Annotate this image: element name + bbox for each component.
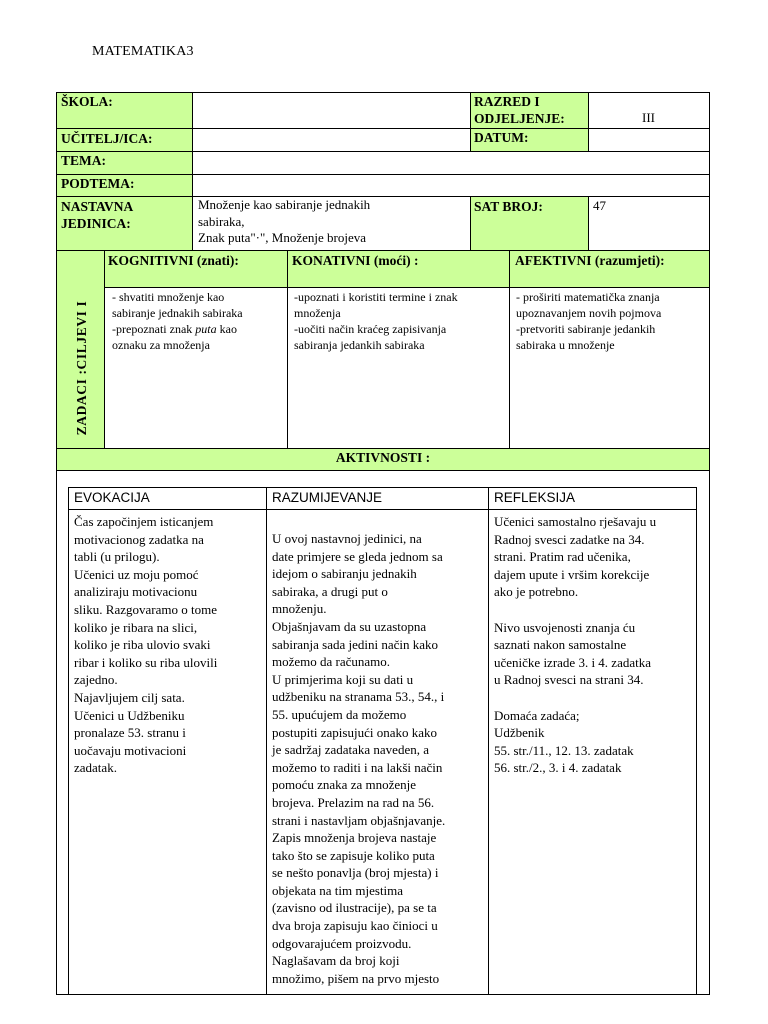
podtema-field[interactable]: [192, 174, 709, 196]
evokacija-text: Čas započinjem isticanjem motivacionog zadatka na tabli (u prilogu). Učenici uz moju pomoć analiziraju motivacionu sliku. Razgovaramo o tome koliko je ribara na slici, koliko je riba ulovio svaki ribar i koliko su riba ulovili zajedno. Najavljujem cilj sata. Učenici u Udžbeniku pronalaze 53. stranu i uočavaju motivacioni zadatak.: [74, 514, 218, 776]
evokacija-column-header: EVOKACIJA: [74, 490, 150, 505]
refleksija-column-header: REFLEKSIJA: [494, 490, 576, 505]
document-title: MATEMATIKA3: [92, 44, 194, 59]
sat-broj-value: 47: [593, 198, 606, 213]
zadaci-ciljevi-vertical-label: ZADACI :CILJEVI I: [74, 300, 89, 436]
nastavna-jedinica-label: NASTAVNA JEDINICA:: [57, 196, 192, 250]
nastavna-jedinica-value: Množenje kao sabiranje jednakih sabiraka, Znak puta"·", Množenje brojeva: [198, 197, 371, 245]
razumijevanje-text: U ovoj nastavnoj jedinici, na date primjere se gleda jednom sa idejom o sabiranju jednakih sabiraka, a drugi put o množenju. Objašnjavam da su uzastopna sabiranja sada jedini način kako možemo da računamo. U primjerima koji su dati u udžbeniku na stranama 53., 54., i 55. upućujem da možemo postupiti zapisujući onako kako je sadržaj zadataka naveden, a možemo to raditi i na lakši način pomoću znaka za množenje brojeva. Prelazim na rad na 56. strani i nastavljam objašnjavanje. Zapis množenja brojeva nastaje tako što se zapisuje koliko puta se nešto ponavlja (broj mjesta) i objekata na tim mjestima (zavisno od ilustracije), pa se ta dva broja zapisuju kao činioci u odgovarajućem proizvodu. Naglašavam da broj koji množimo, pišem na prvo mjesto: [272, 531, 446, 986]
tema-field[interactable]: [192, 151, 709, 174]
sat-broj-label: SAT BROJ:: [470, 196, 588, 250]
refleksija-text: Učenici samostalno rješavaju u Radnoj svesci zadatke na 34. strani. Pratim rad učenika, dajem upute i vršim korekcije ako je potrebno. Nivo usvojenosti znanja ću saznati nakon samostalne učeničke izrade 3. i 4. zadatka u Radnoj svesci na strani 34. Domaća zadaća; Udžbenik 55. str./11., 12. 13. zadatak 56. str./2., 3. i 4. zadatak: [494, 514, 657, 776]
konativni-header: KONATIVNI (moći) :: [292, 253, 419, 268]
afektivni-header: AFEKTIVNI (razumjeti):: [515, 253, 665, 268]
konativni-text: -upoznati i koristiti termine i znak množenja -uočiti način kraćeg zapisivanja sabiranja jedankih sabiraka: [294, 290, 458, 352]
kognitivni-header: KOGNITIVNI (znati):: [108, 253, 239, 268]
podtema-label: PODTEMA:: [57, 174, 192, 196]
ucitelj-label: UČITELJ/ICA:: [57, 128, 192, 151]
ucitelj-field[interactable]: [192, 128, 470, 151]
aktivnosti-header: AKTIVNOSTI :: [57, 448, 709, 470]
datum-label: DATUM:: [470, 128, 588, 151]
skola-label: ŠKOLA:: [57, 93, 192, 128]
skola-field[interactable]: [192, 93, 470, 128]
tema-label: TEMA:: [57, 151, 192, 174]
kognitivni-text: - shvatiti množenje kao sabiranje jednakih sabiraka -prepoznati znak puta kao oznaku za množenja: [112, 290, 243, 352]
razred-label: RAZRED I ODJELJENJE:: [470, 93, 588, 128]
razumijevanje-column-header: RAZUMIJEVANJE: [272, 490, 383, 505]
datum-field[interactable]: [588, 128, 709, 151]
afektivni-text: - proširiti matematička znanja upoznavanjem novih pojmova -pretvoriti sabiranje jedankih sabiraka u množenje: [516, 290, 662, 352]
razred-value[interactable]: III: [642, 110, 655, 125]
